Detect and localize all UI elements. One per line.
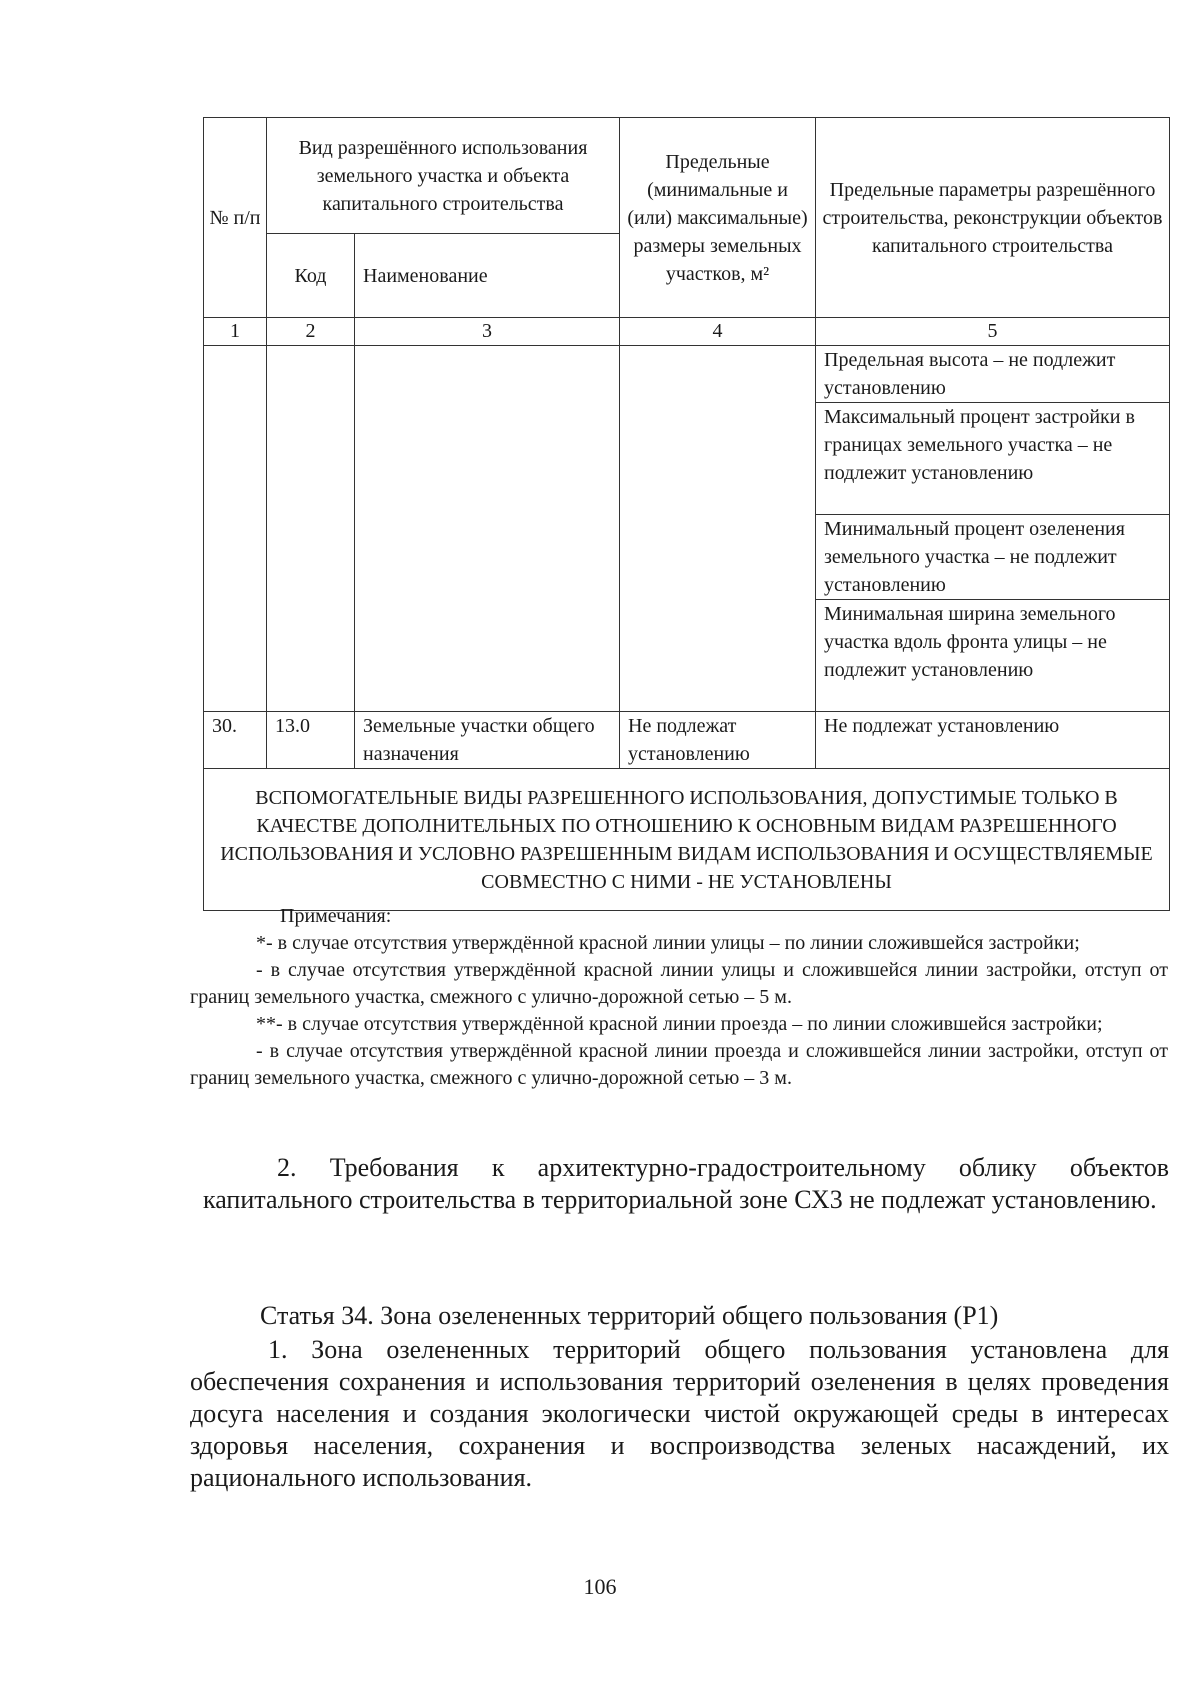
col-number-4: 4 (620, 318, 816, 346)
param-height: Предельная высота – не подлежит установлению (816, 346, 1170, 403)
header-num: № п/п (204, 118, 267, 318)
header-name: Наименование (355, 234, 620, 318)
col-number-2: 2 (267, 318, 355, 346)
header-params: Предельные параметры разрешённого строительства, реконструкции объектов капитального строительства (816, 118, 1170, 318)
row30-params: Не подлежат установлению (816, 712, 1170, 769)
note-item: **- в случае отсутствия утверждённой красной линии проезда – по линии сложившейся застройки; (256, 1013, 1103, 1035)
row30-num: 30. (204, 712, 267, 769)
notes-section (190, 903, 1168, 1092)
empty-cell (204, 346, 267, 712)
empty-cell (620, 346, 816, 712)
param-min-greening: Минимальный процент озеленения земельного участка – не подлежит установлению (816, 515, 1170, 600)
requirement-paragraph: 2. Требования к архитектурно-градостроительному облику объектов капитального строительства в территориальной зоне СХ3 не подлежат установлению. (203, 1153, 1169, 1214)
article-paragraph: 1. Зона озелененных территорий общего пользования установлена для обеспечения сохранения и использования территорий озеленения в целях проведения досуга населения и создания экологически чистой окружающей среды в интересах здоровья населения, сохранения и воспроизводства зеленых насаждений, их рационального использования. (190, 1335, 1169, 1492)
empty-cell (267, 346, 355, 712)
notes-title: Примечания: (280, 905, 392, 927)
note-item: - в случае отсутствия утверждённой красной линии улицы и сложившейся линии застройки, отступ от границ земельного участка, смежного с улично-дорожной сетью – 5 м. (190, 959, 1168, 1008)
header-sizes: Предельные (минимальные и (или) максимальные) размеры земельных участков, м² (620, 118, 816, 318)
header-code: Код (267, 234, 355, 318)
param-max-coverage: Максимальный процент застройки в границах земельного участка – не подлежит установлению (816, 403, 1170, 515)
param-min-width: Минимальная ширина земельного участка вдоль фронта улицы – не подлежит установлению (816, 600, 1170, 712)
article-heading: Статья 34. Зона озелененных территорий общего пользования (Р1) (260, 1301, 999, 1330)
row30-code: 13.0 (267, 712, 355, 769)
row30-name: Земельные участки общего назначения (355, 712, 620, 769)
col-number-3: 3 (355, 318, 620, 346)
empty-cell (355, 346, 620, 712)
header-type-group: Вид разрешённого использования земельного участка и объекта капитального строительства (267, 118, 620, 234)
regulations-table (203, 117, 1170, 911)
note-item: *- в случае отсутствия утверждённой красной линии улицы – по линии сложившейся застройки; (256, 932, 1080, 954)
row30-sizes: Не подлежат установлению (620, 712, 816, 769)
col-number-5: 5 (816, 318, 1170, 346)
auxiliary-types-row: ВСПОМОГАТЕЛЬНЫЕ ВИДЫ РАЗРЕШЕННОГО ИСПОЛЬЗОВАНИЯ, ДОПУСТИМЫЕ ТОЛЬКО В КАЧЕСТВЕ ДОПОЛНИТЕЛЬНЫХ ПО ОТНОШЕНИЮ К ОСНОВНЫМ ВИДАМ РАЗРЕШЕННОГО ИСПОЛЬЗОВАНИЯ И УСЛОВНО РАЗРЕШЕННЫМ ВИДАМ ИСПОЛЬЗОВАНИЯ И ОСУЩЕСТВЛЯЕМЫЕ СОВМЕСТНО С НИМИ - НЕ УСТАНОВЛЕНЫ (204, 769, 1170, 911)
note-item: - в случае отсутствия утверждённой красной линии проезда и сложившейся линии застройки, отступ от границ земельного участка, смежного с улично-дорожной сетью – 3 м. (190, 1040, 1168, 1089)
page-number: 106 (583, 1574, 617, 1599)
col-number-1: 1 (204, 318, 267, 346)
